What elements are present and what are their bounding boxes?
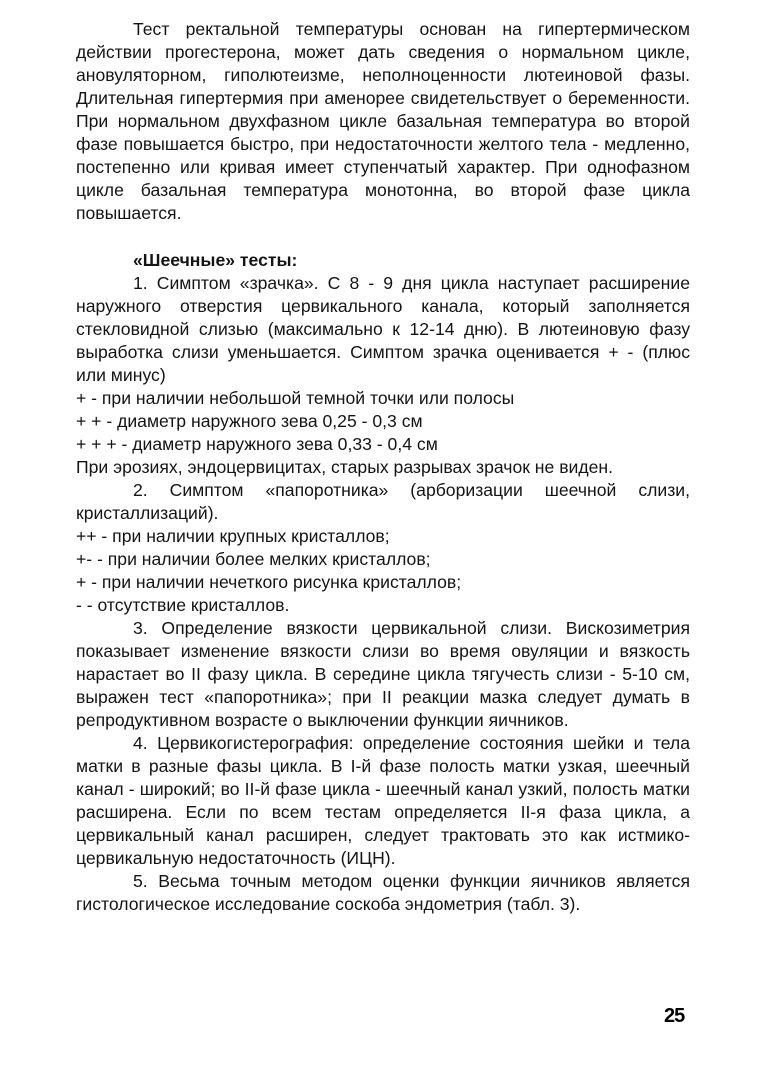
item-1-grade-1: + - при наличии небольшой темной точки или полосы xyxy=(76,388,515,408)
item-2-grade-4: - - отсутствие кристаллов. xyxy=(76,595,290,615)
paragraph-gap xyxy=(76,225,690,249)
item-1-grade-2: + + - диаметр наружного зева 0,25 - 0,3 см xyxy=(76,411,423,431)
item-1-paragraph: 1. Симптом «зрачка». С 8 - 9 дня цикла наступает расширение наружного отверстия цервикального канала, который заполняется стекловидной слизью (максимально к 12-14 дню). В лютеиновую фазу выработка слизи уменьшается. Симптом зрачка оценивается + - (плюс или минус) xyxy=(76,273,690,385)
section-heading: «Шеечные» тесты: xyxy=(133,250,298,270)
item-3-paragraph: 3. Определение вязкости цервикальной слизи. Вискозиметрия показывает изменение вязкости слизи во время овуляции и вязкость нарастает во II фазу цикла. В середине цикла тягучесть слизи - 5-10 см, выражен тест «папоротника»; при II реакции мазка следует думать в репродуктивном возрасте о выключении функции яичников. xyxy=(76,618,690,730)
item-2-grade-3: + - при наличии нечеткого рисунка кристаллов; xyxy=(76,572,462,592)
page-number: 25 xyxy=(664,1005,685,1027)
item-2-grade-1: ++ - при наличии крупных кристаллов; xyxy=(76,526,390,546)
intro-paragraph: Тест ректальной температуры основан на гипертермическом действии прогестерона, может дать сведения о нормальном цикле, ановуляторном, гиполютеизме, неполноценности лютеиновой фазы. Длительная гипертермия при аменорее свидетельствует о беременности. При нормальном двухфазном цикле базальная температура во второй фазе повышается быстро, при недостаточности желтого тела - медленно, постепенно или кривая имеет ступенчатый характер. При однофазном цикле базальная температура монотонна, во второй фазе цикла повышается. xyxy=(76,19,690,223)
item-1-note: При эрозиях, эндоцервицитах, старых разрывах зрачок не виден. xyxy=(76,457,614,477)
item-5-paragraph: 5. Весьма точным методом оценки функции яичников является гистологическое исследование соскоба эндометрия (табл. 3). xyxy=(76,871,690,914)
item-4-paragraph: 4. Цервикогистерография: определение состояния шейки и тела матки в разные фазы цикла. В I-й фазе полость матки узкая, шеечный канал - широкий; во II-й фазе цикла - шеечный канал узкий, полость матки расширена. Если по всем тестам определяется II-я фаза цикла, а цервикальный канал расширен, следует трактовать это как истмико-цервикальную недостаточность (ИЦН). xyxy=(76,733,690,868)
page-body xyxy=(76,18,690,916)
item-2-grade-2: +- - при наличии более мелких кристаллов; xyxy=(76,549,431,569)
item-2-paragraph: 2. Симптом «папоротника» (арборизации шеечной слизи, кристаллизаций). xyxy=(76,480,690,523)
item-1-grade-3: + + + - диаметр наружного зева 0,33 - 0,4 см xyxy=(76,434,438,454)
